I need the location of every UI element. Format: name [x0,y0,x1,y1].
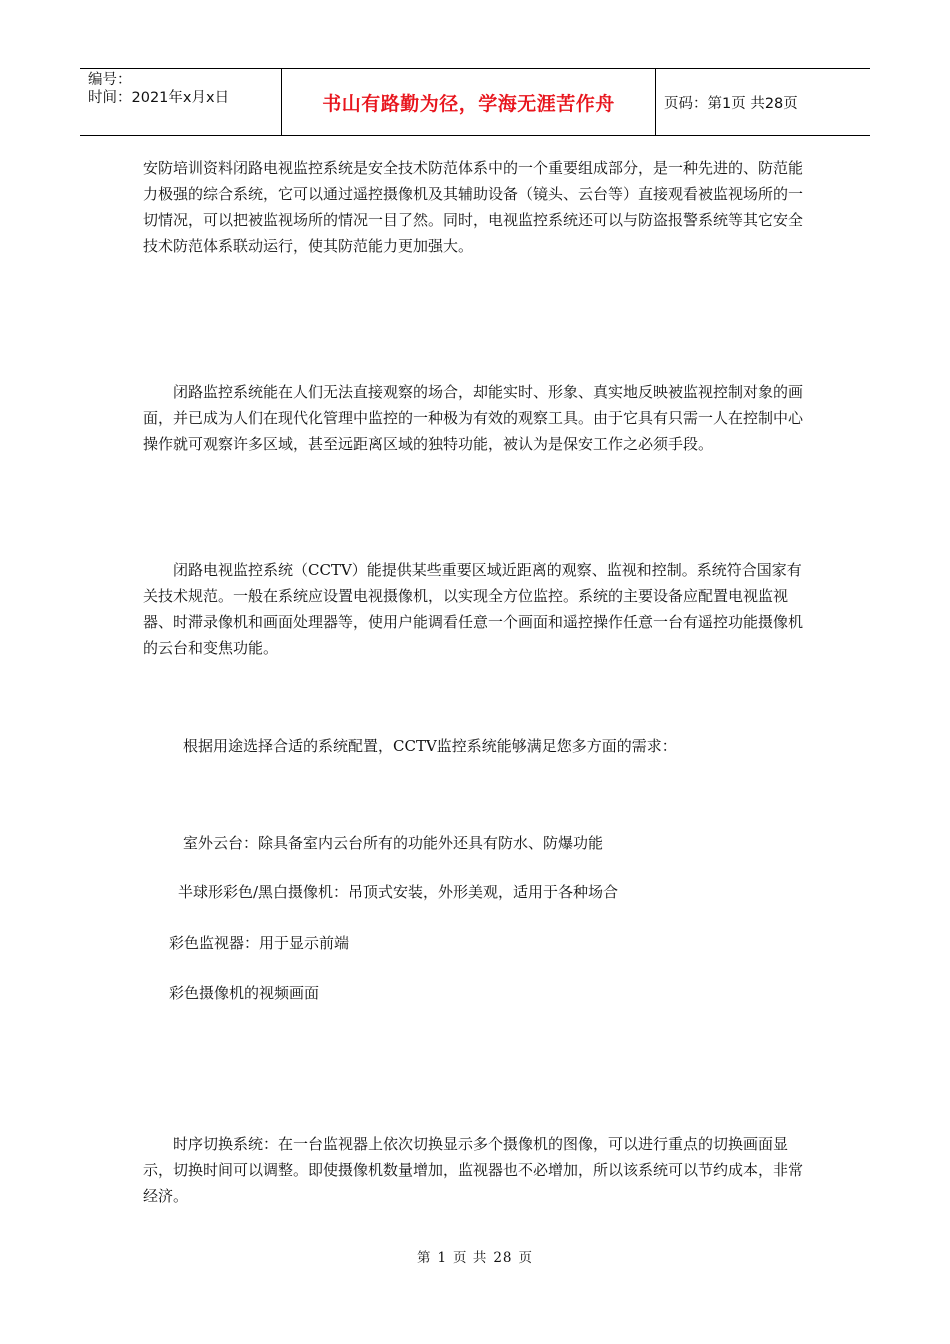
footer-middle: 页 共 [453,1250,488,1266]
footer-suffix: 页 [518,1250,534,1266]
header-page-info: 页码：第1页 共28页 [664,95,798,112]
footer-prefix: 第 [416,1250,432,1266]
line-color-camera-video: 彩色摄像机的视频画面 [169,984,320,1002]
footer-total-pages: 28 [493,1250,513,1266]
paragraph-cctv-advantages: 闭路监控系统能在人们无法直接观察的场合，却能实时、形象、真实地反映被监视控制对象的画面，并已成为人们在现代化管理中监控的一种极为有效的观察工具。由于它具有只需一人在控制中心操作就可观察许多区域，甚至远距离区域的独特功能，被认为是保安工作之必须手段。 [143,383,804,453]
header-meta-cell [80,69,282,135]
line-dome-camera: 半球形彩色/黑白摄像机：吊顶式安装，外形美观，适用于各种场合 [178,883,619,901]
page-footer [0,1246,950,1266]
document-header [80,68,870,136]
document-date-label: 时间：2021年x月x日 [88,90,230,106]
paragraph-cctv-functions: 闭路电视监控系统（CCTV）能提供某些重要区域近距离的观察、监视和控制。系统符合国家有关技术规范。一般在系统应设置电视摄像机，以实现全方位监控。系统的主要设备应配置电视监视器、时滞录像机和画面处理器等，使用户能调看任意一个画面和遥控操作任意一台有遥控功能摄像机的云台和变焦功能。 [143,561,804,657]
line-color-monitor: 彩色监视器：用于显示前端 [169,934,350,952]
footer-current-page: 1 [437,1250,448,1266]
paragraph-system-config: 根据用途选择合适的系统配置，CCTV监控系统能够满足您多方面的需求： [183,737,677,755]
paragraph-intro: 安防培训资料闭路电视监控系统是安全技术防范体系中的一个重要组成部分，是一种先进的、防范能力极强的综合系统，它可以通过遥控摄像机及其辅助设备（镜头、云台等）直接观看被监视场所的一切情况，可以把被监视场所的情况一目了然。同时，电视监控系统还可以与防盗报警系统等其它安全技术防范体系联动运行，使其防范能力更加强大。 [143,159,804,255]
header-motto: 书山有路勤为径，学海无涯苦作舟 [282,69,656,135]
document-number-label: 编号： [88,72,132,88]
line-outdoor-pantilt: 室外云台：除具备室内云台所有的功能外还具有防水、防爆功能 [183,834,604,852]
paragraph-sequential-switching: 时序切换系统：在一台监视器上依次切换显示多个摄像机的图像，可以进行重点的切换画面显示，切换时间可以调整。即使摄像机数量增加，监视器也不必增加，所以该系统可以节约成本，非常经济。 [143,1135,804,1205]
